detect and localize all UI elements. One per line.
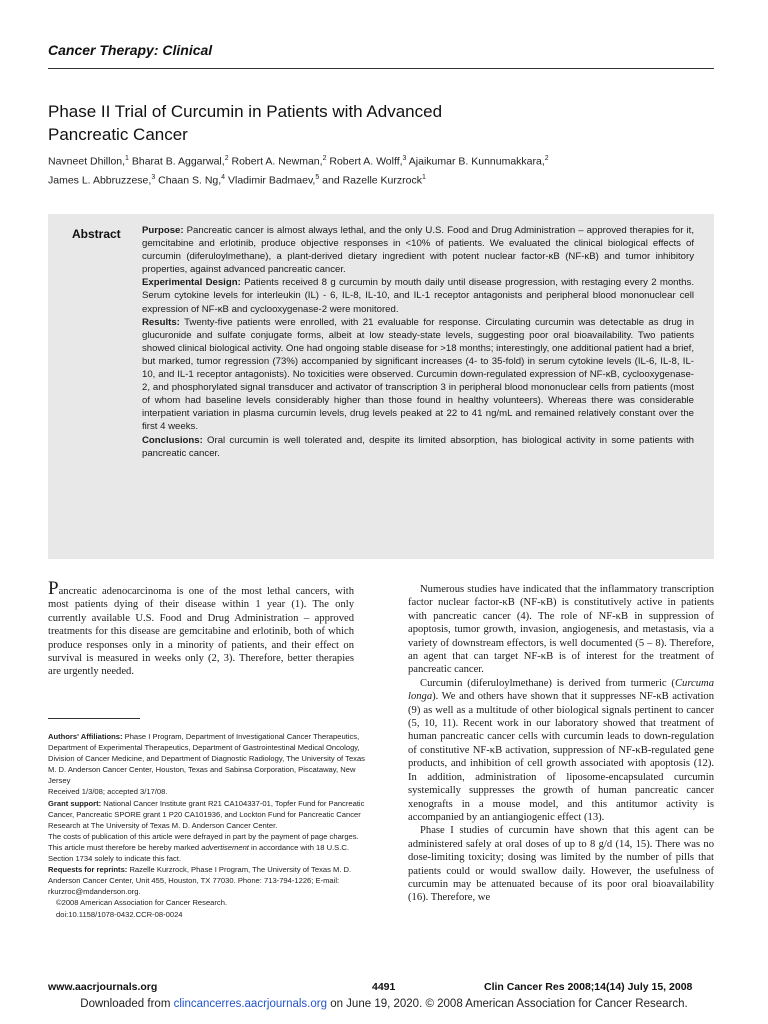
journal-citation: Clin Cancer Res 2008;14(14) July 15, 2008 (484, 981, 693, 993)
title-line-1: Phase II Trial of Curcumin in Patients with Advanced (48, 102, 443, 121)
nfkb-paragraph: Numerous studies have indicated that the inflammatory transcription factor nuclear factor-κB (NF-κB) is constitutively active in patients with pancreatic cancer (4). The role of NF-κB in suppression of apoptosis, tumor growth, invasion, angiogenesis, and metastasis, via a variety of downstream effectors, is well documented (5 – 8). Therefore, an agent that can target NF-κB is of interest for the treatment of pancreatic cancer. (408, 584, 714, 676)
affiliation-marker: 3 (151, 174, 156, 181)
body-column-right (408, 583, 714, 905)
costs-text-italic: advertisement (201, 842, 249, 852)
abstract-purpose (142, 224, 694, 276)
conclusions-text: Oral curcumin is well tolerated and, despite its limited absorption, has biological activity in some patients with pancreatic cancer. (142, 434, 694, 459)
author-list (48, 151, 728, 189)
download-notice (60, 998, 708, 1011)
author-name: Robert A. Newman, (228, 155, 323, 168)
author-name: Vladimir Badmaev, (225, 174, 316, 187)
download-suffix: on June 19, 2020. © 2008 American Association for Cancer Research. (327, 998, 688, 1010)
author-name: Chaan S. Ng, (155, 174, 222, 187)
copyright-note: ©2008 American Association for Cancer Research. (56, 898, 228, 908)
journal-section-heading: Cancer Therapy: Clinical (48, 42, 213, 58)
affiliation-marker: 4 (221, 174, 226, 181)
design-label: Experimental Design: (142, 277, 241, 289)
page-number: 4491 (372, 981, 396, 993)
grant-label: Grant support: (48, 798, 102, 808)
download-prefix: Downloaded from (80, 998, 174, 1010)
affiliation-marker: 2 (224, 155, 229, 162)
affiliation-marker: 2 (544, 155, 549, 162)
affiliation-marker: 3 (402, 155, 407, 162)
abstract-body (142, 224, 694, 460)
header-rule (48, 68, 714, 69)
grant-text: National Cancer Institute grant R21 CA104337-01, Topfer Fund for Pancreatic Cancer, Pancreatic SPORE grant 1 P20 CA101936, and Lockton Fund for Pancreatic Cancer Research at The University of Texas M. D. Anderson Cancer Center. (48, 798, 365, 830)
intro-paragraph (48, 578, 354, 679)
author-name: Bharat B. Aggarwal, (128, 155, 225, 168)
grant-note (48, 798, 366, 831)
affiliations-note (48, 731, 366, 786)
title-line-2: Pancreatic Cancer (48, 125, 188, 144)
author-name: Robert A. Wolff, (326, 155, 403, 168)
affiliation-marker: 5 (315, 174, 320, 181)
affiliation-marker: 1 (125, 155, 129, 162)
reprints-note (48, 864, 366, 897)
curcumin-species: Curcuma longa (408, 677, 714, 703)
author-name: Navneet Dhillon, (48, 155, 126, 168)
footnotes (48, 731, 366, 920)
doi-note: doi:10.1158/1078-0432.CCR-08-0024 (56, 909, 183, 919)
affiliation-marker: 1 (421, 174, 426, 181)
drop-cap: P (48, 578, 59, 599)
results-text: Twenty-five patients were enrolled, with 21 evaluable for response. Circulating curcumin was detectable as drug in glucuronide and sulfate conjugate forms, albeit at low steady-state levels, suggesting poor oral bioavailability. Two patients showed clinical biological activity. One had ongoing stable disease for >18 months; interestingly, one additional patient had a brief, but marked, tumor regression (73%) accompanied by significant increases (4- to 35-fold) in serum cytokine levels (IL-6, IL-8, IL-10, and IL-1 receptor antagonists). No toxicities were observed. Curcumin down-regulated expression of NF-κB, cyclooxygenase-2, and phosphorylated signal transducer and activator of transcription 3 in peripheral blood mononuclear cells from patients (most of whom had baseline levels considerably higher than those found in healthy volunteers). Whereas there was considerable interpatient variation in plasma curcumin levels, drug levels peaked at 22 to 41 ng/mL and remained relatively constant over the first 4 weeks. (142, 316, 694, 433)
reprints-label: Requests for reprints: (48, 865, 128, 875)
intro-text: ancreatic adenocarcinoma is one of the most lethal cancers, with most patients dying of their disease within 1 year (1). The only currently available U.S. Food and Drug Administration – approved treatments for this disease are gemcitabine and erlotinib, both of which produce responses only in a minority of patients, and their effect on survival is measured in weeks only (2, 3). Therefore, better therapies are urgently needed. (48, 586, 354, 678)
costs-text-a: The costs of publication of this article were defrayed in part by the payment of page charges. This article must therefore be hereby marked (48, 831, 359, 852)
reprints-text: Razelle Kurzrock, Phase I Program, The University of Texas M. D. Anderson Cancer Center, Unit 455, Houston, TX 77030. Phone: 713-794-1226; E-mail: rkurzroc@mdanderson.org. (48, 865, 352, 897)
conclusions-label: Conclusions: (142, 434, 203, 446)
author-name: James L. Abbruzzese, (48, 174, 152, 187)
author-name: Ajaikumar B. Kunnumakkara, (406, 155, 545, 168)
curcumin-text-b: ). We and others have shown that it suppresses NF-κB activation (9) as well as a multitude of other biological signals pertinent to cancer (5, 10, 11). Recent work in our laboratory showed that treatment of human pancreatic cancer cells with curcumin leads to down-regulation of constitutive NF-κB activation, suppression of NF-κB-regulated gene products, and inhibition of cell growth associated with apoptosis (12). In addition, administration of liposome-encapsulated curcumin systemically suppresses the growth of human pancreatic cancer xenografts in a mouse model, and this antitumor activity is accompanied by an antiangiogenic effect (13). (408, 691, 714, 823)
abstract-label: Abstract (72, 227, 121, 241)
abstract-conclusions (142, 434, 694, 460)
curcumin-paragraph (408, 677, 714, 824)
abstract-design (142, 276, 694, 315)
body-column-left (48, 578, 354, 679)
costs-text-b: in accordance with 18 U.S.C. Section 1734 solely to indicate this fact. (48, 842, 349, 864)
received-date: Received 1/3/08; accepted 3/17/08. (48, 787, 168, 797)
abstract-box (48, 214, 714, 559)
design-text: Patients received 8 g curcumin by mouth daily until disease progression, with restaging every 2 months. Serum cytokine levels for interleukin (IL) - 6, IL-8, IL-10, and IL-1 receptor antagonists and peripheral blood mononuclear cell expression of NF-κB and cyclooxygenase-2 were monitored. (142, 277, 694, 315)
affiliations-text: Phase I Program, Department of Investigational Cancer Therapeutics, Department of Experimental Therapeutics, Department of Gastrointestinal Medical Oncology, Division of Cancer Medicine, and Department of Diagnostic Radiology, The University of Texas M. D. Anderson Cancer Center, Houston, Texas and Sabinsa Corporation, Piscataway, New Jersey (48, 732, 365, 786)
affiliation-marker: 2 (322, 155, 327, 162)
abstract-results (142, 316, 694, 434)
costs-note (48, 831, 366, 864)
footnote-rule (48, 718, 140, 719)
purpose-label: Purpose: (142, 225, 184, 236)
purpose-text: Pancreatic cancer is almost always lethal, and the only U.S. Food and Drug Administration – approved therapies for it, gemcitabine and erlotinib, produce objective responses in <10% of patients. We evaluated the clinical biological effects of curcumin (diferuloylmethane), a plant-derived dietary ingredient with potent nuclear factor-κB (NF-κB) and tumor inhibitory properties, against advanced pancreatic cancer. (142, 225, 694, 276)
phase-one-paragraph: Phase I studies of curcumin have shown that this agent can be administered safely at oral doses of up to 8 g/d (14, 15). There was no dose-limiting toxicity; dosing was limited by the number of pills that patients could or would swallow daily. However, the usefulness of curcumin may be attenuated because of its poor oral bioavailability (16). Therefore, we (408, 825, 714, 904)
results-label: Results: (142, 316, 180, 328)
journal-website: www.aacrjournals.org (48, 981, 158, 993)
download-link[interactable]: clincancerres.aacrjournals.org (173, 998, 327, 1010)
article-title (48, 100, 648, 146)
author-name: and Razelle Kurzrock (319, 174, 422, 187)
curcumin-text-a: Curcumin (diferuloylmethane) is derived from turmeric ( (420, 677, 675, 689)
affiliations-label: Authors' Affiliations: (48, 732, 123, 741)
